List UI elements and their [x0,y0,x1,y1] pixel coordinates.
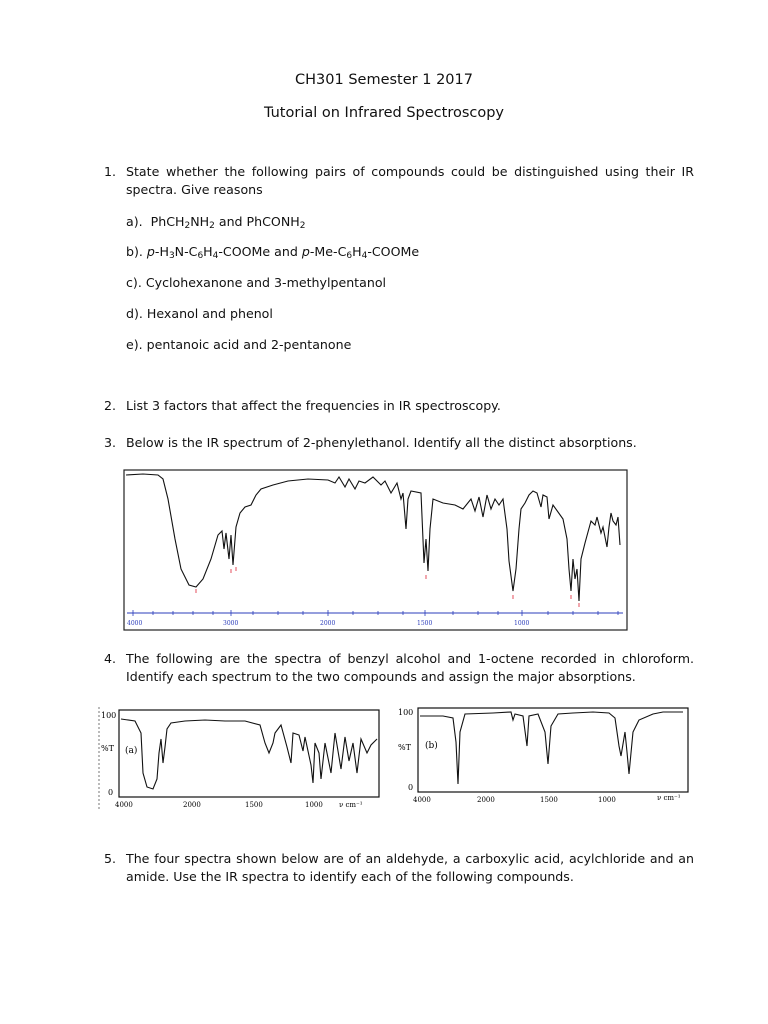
x-tick-1000: 1000 [598,796,616,804]
axis-tick-3000: 3000 [223,620,239,627]
spectrum-a-label: (a) [125,746,138,756]
x-tick-2000: 2000 [183,801,201,809]
x-tick-1500: 1500 [245,801,263,809]
question-number: 4. [104,651,117,666]
axis-tick-1500: 1500 [417,620,433,627]
spectrum-b-label: (b) [425,741,438,751]
x-tick-2000: 2000 [477,796,495,804]
question-text: Below is the IR spectrum of 2-phenylethanol. Identify all the distinct absorptions. [126,435,637,450]
x-tick-1500: 1500 [540,796,558,804]
ir-spectrum-a [95,703,385,815]
ir-spectrum-2-phenylethanol [123,469,628,631]
y-bottom-label: 0 [108,788,114,797]
question-1-part-c: c). Cyclohexanone and 3-methylpentanol [126,275,387,290]
axis-tick-4000: 4000 [127,620,143,627]
question-1 [104,163,694,199]
question-number: 1. [104,164,117,179]
question-1-part-d: d). Hexanol and phenol [126,306,273,321]
x-tick-1000: 1000 [305,801,323,809]
question-text: The four spectra shown below are of an aldehyde, a carboxylic acid, acylchloride and an amide. Use the IR spectra to identify each of the following compounds. [126,851,694,884]
question-text: List 3 factors that affect the frequencies in IR spectroscopy. [126,398,501,413]
question-text: State whether the following pairs of compounds could be distinguished using their IR spectra. Give reasons [126,164,694,197]
y-top-label: 100 [101,711,117,720]
x-tick-4000: 4000 [115,801,133,809]
question-1-part-a: a). $PhCH_2NH_2$ and PhCONH$_2$ [126,214,306,231]
y-axis-label: %T [398,743,411,752]
axis-tick-2000: 2000 [320,620,336,627]
course-heading: CH301 Semester 1 2017 [295,72,473,88]
x-unit: ν cm⁻¹ [339,801,363,809]
y-axis-label: %T [101,744,114,753]
y-bottom-label: 0 [408,783,414,792]
question-4 [104,650,694,686]
question-5 [104,850,694,886]
y-top-label: 100 [398,708,414,717]
x-unit: ν cm⁻¹ [657,794,681,802]
tutorial-title: Tutorial on Infrared Spectroscopy [263,105,505,121]
question-text: The following are the spectra of benzyl alcohol and 1-octene recorded in chloroform. Identify each spectrum to the two compounds and assign the major absorptions. [126,651,694,684]
ir-spectrum-b [393,702,693,810]
question-number: 3. [104,435,117,450]
question-number: 2. [104,398,117,413]
spectrum-b-trace [420,712,683,784]
question-2 [104,397,694,415]
question-1-part-e: e). pentanoic acid and 2-pentanone [126,337,352,352]
axis-tick-1000: 1000 [514,620,530,627]
spectrum-a-trace [121,719,377,789]
x-tick-4000: 4000 [413,796,431,804]
question-1-part-b: b). $p-H_3N-C_6H_4$-COOMe and $p-Me-C_6H_4$-COOMe [126,244,420,261]
question-3 [104,434,694,452]
question-number: 5. [104,851,117,866]
